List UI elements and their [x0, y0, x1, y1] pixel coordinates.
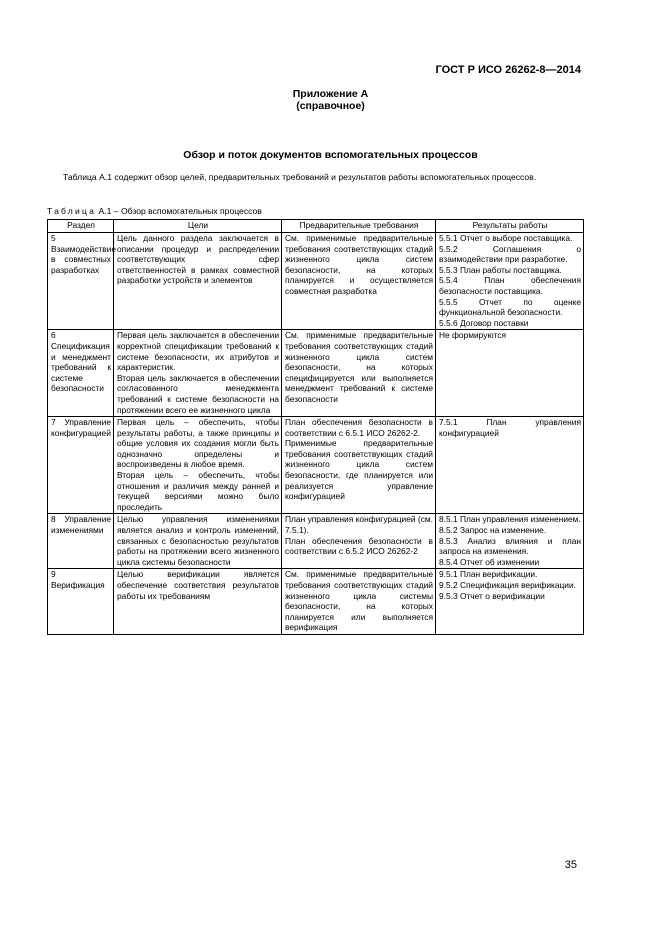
table-caption-prefix: Таблица	[47, 206, 97, 216]
table-caption	[47, 206, 262, 216]
document-standard-code: ГОСТ Р ИСО 26262-8—2014	[435, 64, 581, 76]
cell-goals-line: Целью верификации является обеспечение соответствия результатов работы их требованиям	[117, 569, 279, 601]
intro-paragraph: Таблица А.1 содержит обзор целей, предварительных требований и результатов работы вспомогательных процессов.	[63, 172, 537, 182]
cell-goals	[114, 233, 282, 330]
cell-prerequisites	[282, 569, 436, 635]
cell-prerequisites-line: План управления конфигурацией (см. 7.5.1).	[285, 514, 433, 536]
cell-prerequisites-line: План обеспечения безопасности в соответствии с 6.5.2 ИСО 26262-2	[285, 535, 433, 557]
cell-goals-line: Цель данного раздела заключается в описании процедур и распределении соответствующих сфер ответственностей в рамках совместной разработки устройств и элементов	[117, 233, 279, 286]
cell-prerequisites-line: См. применимые предварительные требования соответствующих стадий жизненного цикла систем безопасности, на которых планируется и осуществляется совместная разработка	[285, 233, 433, 296]
cell-section: 6 Спецификация и менеджмент требований к системе безопасности	[48, 330, 114, 417]
table-body	[48, 233, 584, 635]
cell-results-line: 5.5.6 Договор поставки	[439, 317, 529, 328]
cell-prerequisites	[282, 330, 436, 417]
cell-goals	[114, 569, 282, 635]
cell-results	[436, 417, 584, 514]
table-row	[48, 330, 584, 417]
cell-results	[436, 233, 584, 330]
cell-results-line: 9.5.2 Спецификация верификации.	[439, 580, 576, 590]
cell-goals-line: Целью управления изменениями является анализ и контроль изменений, связанных с безопасностью результатов работы на протяжении всего жизненного цикла системы безопасности	[117, 514, 279, 567]
col-header-goals: Цели	[114, 220, 282, 233]
cell-results	[436, 514, 584, 569]
cell-prerequisites	[282, 514, 436, 569]
cell-goals	[114, 514, 282, 569]
col-header-prerequisites: Предварительные требования	[282, 220, 436, 233]
cell-section: 7 Управление конфигурацией	[48, 417, 114, 514]
table-row	[48, 514, 584, 569]
cell-section: 9 Верификация	[48, 569, 114, 635]
table-header-row	[48, 220, 584, 233]
cell-goals-line: Первая цель – обеспечить, чтобы результаты работы, а также принципы и общие условия их создания могли быть однозначно определены и воспроизведены в любое время.	[117, 417, 279, 470]
section-title: Обзор и поток документов вспомогательных процессов	[183, 149, 478, 161]
cell-goals-line: Первая цель заключается в обеспечении корректной спецификации требований к системе безопасности, их атрибутов и характеристик.	[117, 330, 279, 373]
cell-results	[436, 569, 584, 635]
cell-section: 5 Взаимодействие в совместных разработках	[48, 233, 114, 330]
cell-prerequisites-line: См. применимые предварительные требования соответствующих стадий жизненного цикла систем безопасности, на которых специфицируется или выполняется менеджмент требований к системе безопасности	[285, 330, 433, 404]
processes-table	[47, 219, 584, 635]
cell-goals	[114, 330, 282, 417]
cell-prerequisites	[282, 233, 436, 330]
cell-results-line: 5.5.2 Соглашения о взаимодействии при разработке.	[439, 243, 581, 265]
cell-results-line: 9.5.1 План верификации.	[439, 569, 538, 580]
col-header-results: Результаты работы	[436, 220, 584, 233]
table-row	[48, 569, 584, 635]
cell-results-line: Не формируются	[439, 330, 506, 341]
table-caption-text: А.1 – Обзор вспомогательных процессов	[96, 206, 262, 216]
cell-results-line: 5.5.5 Отчет по оценке функциональной безопасности.	[439, 296, 581, 318]
cell-results-line: 8.5.1 План управления изменением.	[439, 514, 581, 525]
appendix-heading	[0, 88, 661, 112]
cell-results-line: 7.5.1 План управления конфигурацией	[439, 417, 581, 438]
appendix-subtitle: (справочное)	[296, 100, 365, 112]
cell-results-line: 9.5.3 Отчет о верификации	[439, 590, 545, 601]
cell-goals-line: Вторая цель – обеспечить, чтобы отношения и различия между ранней и текущей версиями можно было проследить	[117, 470, 279, 512]
col-header-section: Раздел	[48, 220, 114, 233]
cell-prerequisites-line: Применимые предварительные требования соответствующих стадий жизненного цикла систем безопасности, где планируется или реализуется управление конфигурацией	[285, 438, 433, 502]
page-number: 35	[564, 859, 577, 871]
appendix-title: Приложение А	[292, 88, 369, 100]
table-row	[48, 417, 584, 514]
cell-results-line: 5.5.4 План обеспечения безопасности поставщика.	[439, 275, 581, 296]
cell-prerequisites	[282, 417, 436, 514]
cell-prerequisites-line: См. применимые предварительные требования соответствующих стадий жизненного цикла системы безопасности, на которых планируется или выполняется верификация	[285, 569, 433, 633]
cell-results	[436, 330, 584, 417]
cell-goals	[114, 417, 282, 514]
cell-results-line: 8.5.4 Отчет об изменении	[439, 556, 540, 567]
cell-results-line: 8.5.3 Анализ влияния и план запроса на изменения.	[439, 535, 581, 557]
cell-section: 8 Управление изменениями	[48, 514, 114, 569]
table-row	[48, 233, 584, 330]
cell-prerequisites-line: План обеспечения безопасности в соответствии с 6.5.1 ИСО 26262-2.	[285, 417, 433, 438]
cell-results-line: 5.5.1 Отчет о выборе поставщика.	[439, 233, 573, 243]
cell-results-line: 5.5.3 План работы поставщика.	[439, 264, 562, 275]
cell-goals-line: Вторая цель заключается в обеспечении согласованного менеджмента требований к системе безопасности на протяжении всего ее жизненного цикла	[117, 372, 279, 415]
cell-results-line: 8.5.2 Запрос на изменение.	[439, 525, 547, 536]
